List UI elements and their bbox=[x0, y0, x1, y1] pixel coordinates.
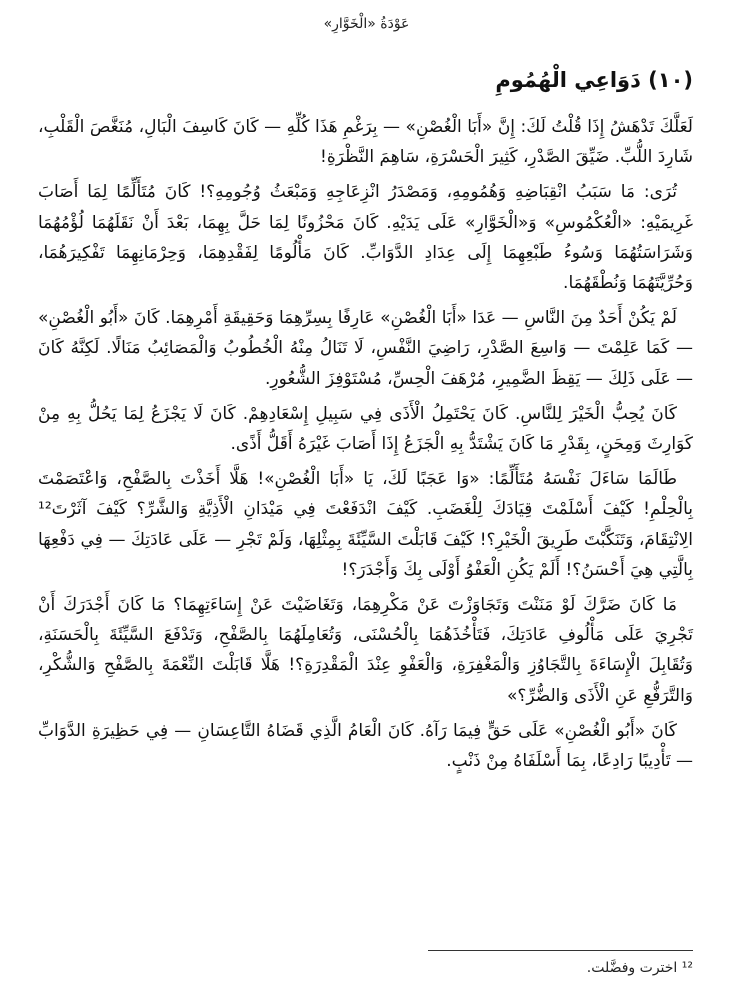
paragraph: لَعَلَّكَ تَدْهَشُ إِذَا قُلْتُ لَكَ: إِنَّ «أَبَا الْغُصْنِ» — بِرَغْمِ هَذَا كُلِّهِ — كَانَ كَاسِفَ الْبَالِ، مُنَغَّصَ الْقَلْبِ، شَارِدَ اللُّبِّ. ضَيِّقَ الصَّدْرِ، كَثِيرَ الْحَسْرَةِ، سَاهِمَ النَّظْرَةِ! bbox=[38, 117, 693, 168]
paragraph: مَا كَانَ ضَرَّكَ لَوْ مَنَنْتَ وَتَجَاوَزْتَ عَنْ مَكْرِهِمَا، وَتَغَاضَيْتَ عَنْ إِسَاءَتِهِمَا؟ مَا كَانَ أَجْدَرَكَ أَنْ تَجْرِيَ عَلَى مَأْلُوفِ عَادَتِكَ، فَتَأْخُذَهُمَا بِالْحُسْنَى، وَتُعَامِلَهُمَا بِالصَّفْحِ، وَتَدْفَعَ السَّيِّئَةَ بِالْحَسَنَةِ، وَتُقَابِلَ الْإِسَاءَةَ بِالتَّجَاوُزِ وَالْمَغْفِرَةِ، وَالْعَفْوِ عِنْدَ الْمَقْدِرَةِ؟! هَلَّا قَابَلْتَ النِّعْمَةَ بِالصَّفْحِ وَالشُّكْرِ، وَالتَّرَفُّعِ عَنِ الْأَذَى وَالضُّرِّ؟» bbox=[38, 595, 693, 706]
body-text bbox=[38, 112, 693, 781]
paragraph: طَالَمَا سَاءَلَ نَفْسَهُ مُتَأَلِّمًا: «وَا عَجَبًا لَكَ، يَا «أَبَا الْغُصْنِ»! هَلَّا أَخَذْتَ بِالصَّفْحِ، وَاعْتَصَمْتَ بِالْحِلْمِ! كَيْفَ أَسْلَمْتَ قِيَادَكَ لِلْغَضَبِ. كَيْفَ انْدَفَعْتَ فِي مَيْدَانِ الْأَذِيَّةِ وَالشَّرِّ؟ كَيْفَ آثَرْتَ¹² الِانْتِقَامَ، وَتَنَكَّبْتَ طَرِيقَ الْخَيْرِ؟! كَيْفَ قَابَلْتَ السَّيِّئَةَ بِمِثْلِهَا، وَلَمْ تَجْرِ — عَلَى عَادَتِكَ — فِي دَفْعِهَا بِالَّتِي هِيَ أَحْسَنُ؟! أَلَمْ يَكُنِ الْعَفْوُ أَوْلَى بِكَ وَأَجْدَرَ؟! bbox=[38, 469, 693, 580]
paragraph: كَانَ يُحِبُّ الْخَيْرَ لِلنَّاسِ. كَانَ يَحْتَمِلُ الْأَذَى فِي سَبِيلِ إِسْعَادِهِمْ. كَانَ لَا يَجْزَعُ لِمَا يَحُلُّ بِهِ مِنْ كَوَارِثَ وَمِحَنٍ، بِقَدْرِ مَا كَانَ يَشْتَدُّ بِهِ الْجَزَعُ إِذَا أَصَابَ غَيْرَهُ أَقَلُّ أَذًى. bbox=[38, 403, 693, 455]
paragraph: تُرَى: مَا سَبَبُ انْقِبَاضِهِ وَهُمُومِهِ، وَمَصْدَرُ انْزِعَاجِهِ وَمَبْعَثُ وُجُومِهِ؟! كَانَ مُتَأَلِّمًا لِمَا أَصَابَ غَرِيمَيْهِ: «الْعُكْمُوسِ» وَ«الْخَوَّارِ» عَلَى يَدَيْهِ. كَانَ مَحْزُونًا لِمَا حَلَّ بِهِمَا، بَعْدَ أَنْ نَقَلَهُمَا لُؤْمُهُمَا وَشَرَاسَتُهُمَا وَسُوءُ طَبْعِهِمَا إِلَى عِدَادِ الدَّوَابِّ. كَانَ مَأْلُومًا لِفَقْدِهِمَا، وَحِرْمَانِهِمَا تَفْكِيرَهُمَا، وَحُرِّيَّتَهُمَا وَنُطْقَهُمَا. bbox=[38, 182, 693, 294]
running-header: عَوْدَةُ «الْخَوَّارِ» bbox=[323, 16, 410, 32]
chapter-title: (١٠) دَوَاعِي الْهُمُومِ bbox=[495, 68, 693, 92]
paragraph: لَمْ يَكُنْ أَحَدٌ مِنَ النَّاسِ — عَدَا «أَبَا الْغُصْنِ» عَارِفًا بِسِرِّهِمَا وَحَقِيقَةِ أَمْرِهِمَا. كَانَ «أَبُو الْغُصْنِ» — كَمَا عَلِمْتَ — وَاسِعَ الصَّدْرِ، رَاضِيَ النَّفْسِ، لَا تَنَالُ مِنْهُ الْخُطُوبُ وَالْمَصَائِبُ مَنَالًا. لَكِنَّهُ كَانَ — عَلَى ذَلِكَ — يَقِظَ الضَّمِيرِ، مُرْهَفَ الْحِسِّ، مُسْتَوْفِزَ الشُّعُورِ. bbox=[38, 308, 693, 389]
footnote: ¹² اخترت وفضَّلت. bbox=[586, 960, 693, 976]
footnote-divider bbox=[428, 950, 693, 951]
paragraph: كَانَ «أَبُو الْغُصْنِ» عَلَى حَقٍّ فِيمَا رَآهُ. كَانَ الْعَامُ الَّذِي قَضَاهُ التَّاعِسَانِ — فِي حَظِيرَةِ الدَّوَابِّ — تَأْدِيبًا رَادِعًا، بِمَا أَسْلَفَاهُ مِنْ ذَنْبٍ. bbox=[38, 720, 693, 772]
